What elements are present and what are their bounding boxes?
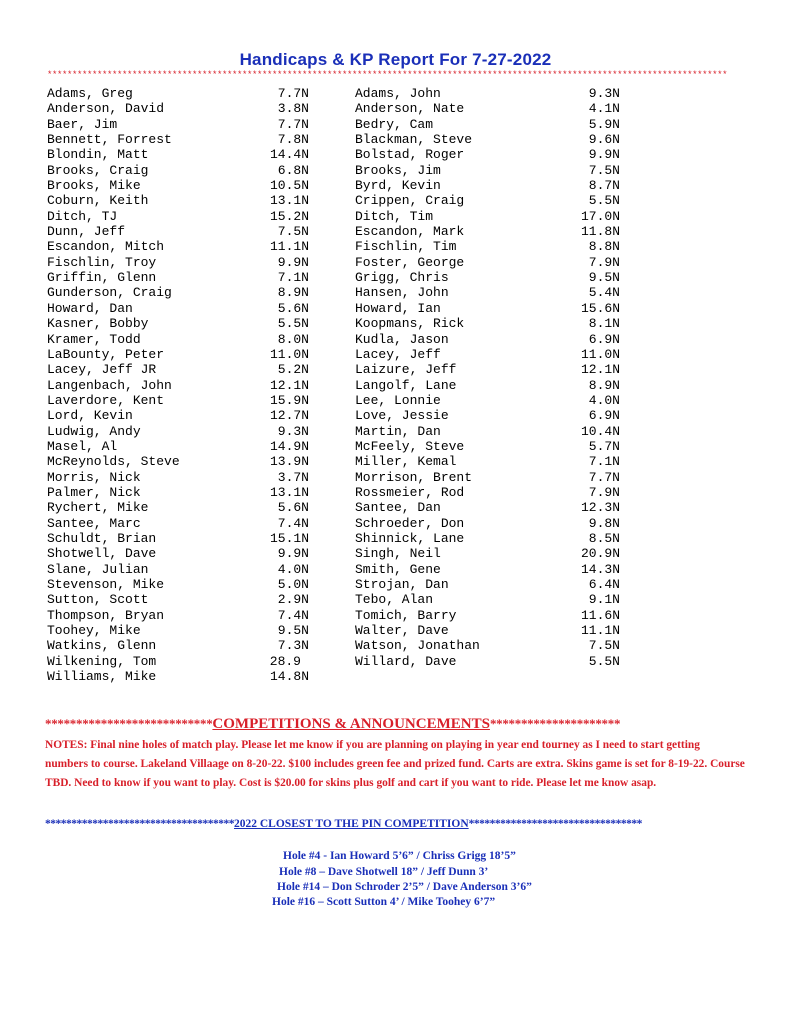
announcements-header — [45, 716, 620, 733]
player-name: Williams, Mike — [47, 669, 157, 685]
player-name: Walter, Dave — [355, 623, 449, 639]
player-name: Koopmans, Rick — [355, 316, 465, 332]
player-handicap: 9.1N — [588, 592, 620, 608]
player-handicap: 12.1N — [269, 377, 309, 393]
player-handicap: 7.5N — [588, 162, 620, 178]
player-handicap: 9.8N — [588, 515, 620, 531]
player-row — [355, 378, 620, 393]
player-handicap: 5.6N — [277, 500, 309, 516]
player-handicap: 7.4N — [277, 515, 309, 531]
player-row — [47, 347, 309, 362]
player-handicap: 8.8N — [588, 239, 620, 255]
player-handicap: 4.0N — [588, 392, 620, 408]
player-row — [47, 147, 309, 162]
player-handicap: 13.1N — [269, 193, 309, 209]
player-row — [355, 362, 620, 377]
ctp-hole-4: Hole #4 - Ian Howard 5’6” / Chriss Grigg 18’5” — [283, 850, 516, 862]
player-row — [47, 623, 309, 638]
player-row — [47, 132, 309, 147]
player-handicap: 15.9N — [269, 392, 309, 408]
player-name: Santee, Marc — [47, 515, 141, 531]
player-row — [47, 454, 309, 469]
player-row — [355, 101, 620, 116]
player-handicap: 17.0N — [580, 208, 620, 224]
player-handicap: 7.7N — [277, 116, 309, 132]
ctp-hole-16: Hole #16 – Scott Sutton 4’ / Mike Toohey 6’7” — [272, 896, 496, 908]
player-name: Crippen, Craig — [355, 193, 465, 209]
player-row — [355, 485, 620, 500]
player-name: Sutton, Scott — [47, 592, 149, 608]
player-row — [47, 301, 309, 316]
player-name: Bedry, Cam — [355, 116, 434, 132]
player-handicap: 3.8N — [277, 101, 309, 117]
player-name: Baer, Jim — [47, 116, 118, 132]
player-row — [47, 239, 309, 254]
player-handicap: 15.1N — [269, 530, 309, 546]
player-row — [355, 163, 620, 178]
player-name: Gunderson, Craig — [47, 285, 172, 301]
player-handicap: 5.6N — [277, 300, 309, 316]
player-row — [47, 285, 309, 300]
player-row — [355, 592, 620, 607]
player-row — [355, 224, 620, 239]
player-name: Brooks, Jim — [355, 162, 441, 178]
player-name: Schroeder, Don — [355, 515, 465, 531]
player-name: Love, Jessie — [355, 408, 449, 424]
player-name: Tebo, Alan — [355, 592, 434, 608]
player-row — [355, 531, 620, 546]
player-handicap: 4.1N — [588, 101, 620, 117]
player-handicap: 9.5N — [588, 270, 620, 286]
player-row — [47, 255, 309, 270]
player-handicap: 8.1N — [588, 316, 620, 332]
player-name: Adams, John — [355, 86, 441, 101]
player-handicap: 7.9N — [588, 484, 620, 500]
player-name: Laverdore, Kent — [47, 392, 165, 408]
player-handicap: 8.7N — [588, 178, 620, 194]
player-name: Masel, Al — [47, 438, 118, 454]
player-handicap: 7.9N — [588, 254, 620, 270]
player-row — [355, 546, 620, 561]
player-handicap: 9.5N — [277, 623, 309, 639]
player-row — [355, 193, 620, 208]
ctp-hole-8: Hole #8 – Dave Shotwell 18” / Jeff Dunn 3’ — [279, 866, 489, 878]
player-handicap: 9.3N — [277, 423, 309, 439]
player-name: Lee, Lonnie — [355, 392, 441, 408]
player-row — [47, 270, 309, 285]
player-row — [355, 408, 620, 423]
player-row — [47, 224, 309, 239]
player-row — [47, 439, 309, 454]
player-handicap: 7.5N — [277, 224, 309, 240]
player-row — [355, 608, 620, 623]
player-name: Rychert, Mike — [47, 500, 149, 516]
player-name: McReynolds, Steve — [47, 454, 180, 470]
player-name: Thompson, Bryan — [47, 607, 165, 623]
player-row — [47, 332, 309, 347]
player-handicap: 8.0N — [277, 331, 309, 347]
player-name: Griffin, Glenn — [47, 270, 157, 286]
player-handicap: 8.5N — [588, 530, 620, 546]
player-row — [355, 500, 620, 515]
player-name: Willard, Dave — [355, 653, 457, 669]
player-name: Palmer, Nick — [47, 484, 141, 500]
player-row — [47, 638, 309, 653]
player-name: Smith, Gene — [355, 561, 441, 577]
player-name: Laizure, Jeff — [355, 362, 457, 378]
player-name: Kasner, Bobby — [47, 316, 149, 332]
player-handicap: 15.2N — [269, 208, 309, 224]
player-handicap: 14.3N — [580, 561, 620, 577]
player-handicap: 4.0N — [277, 561, 309, 577]
player-row — [47, 117, 309, 132]
player-handicap: 9.9N — [588, 147, 620, 163]
player-name: Fischlin, Tim — [355, 239, 457, 255]
player-handicap: 7.8N — [277, 132, 309, 148]
player-row — [355, 270, 620, 285]
player-name: Anderson, David — [47, 101, 165, 117]
player-row — [47, 178, 309, 193]
player-row — [47, 485, 309, 500]
page-title: Handicaps & KP Report For 7-27-2022 — [239, 50, 552, 69]
player-handicap: 5.9N — [588, 116, 620, 132]
player-name: Howard, Ian — [355, 300, 441, 316]
player-row — [355, 562, 620, 577]
player-row — [355, 439, 620, 454]
player-row — [355, 347, 620, 362]
player-handicap: 14.4N — [269, 147, 309, 163]
player-name: Rossmeier, Rod — [355, 484, 465, 500]
player-name: Kudla, Jason — [355, 331, 449, 347]
player-row — [355, 332, 620, 347]
announcements-stars-right: ********************* — [489, 716, 621, 731]
player-handicap: 9.9N — [277, 254, 309, 270]
player-handicap: 11.6N — [580, 607, 620, 623]
player-name: Grigg, Chris — [355, 270, 449, 286]
player-name: Langolf, Lane — [355, 377, 457, 393]
player-name: Morrison, Brent — [355, 469, 473, 485]
player-name: Hansen, John — [355, 285, 449, 301]
player-handicap: 7.3N — [277, 638, 309, 654]
player-name: Ludwig, Andy — [47, 423, 141, 439]
player-row — [47, 101, 309, 116]
player-name: Shotwell, Dave — [47, 546, 157, 562]
player-row — [355, 285, 620, 300]
player-name: Dunn, Jeff — [47, 224, 126, 240]
player-name: Byrd, Kevin — [355, 178, 441, 194]
player-row — [47, 516, 309, 531]
player-handicap: 6.9N — [588, 331, 620, 347]
player-row — [355, 117, 620, 132]
player-handicap: 12.7N — [269, 408, 309, 424]
player-handicap: 9.3N — [588, 86, 620, 101]
player-name: Shinnick, Lane — [355, 530, 465, 546]
player-name: Blondin, Matt — [47, 147, 149, 163]
player-name: Howard, Dan — [47, 300, 133, 316]
player-handicap: 7.7N — [588, 469, 620, 485]
player-handicap: 5.7N — [588, 438, 620, 454]
player-name: Toohey, Mike — [47, 623, 141, 639]
player-row — [47, 362, 309, 377]
player-row — [355, 454, 620, 469]
player-handicap: 3.7N — [277, 469, 309, 485]
player-row — [47, 608, 309, 623]
player-row — [47, 577, 309, 592]
player-name: Fischlin, Troy — [47, 254, 157, 270]
player-name: Wilkening, Tom — [47, 653, 157, 669]
player-row — [355, 516, 620, 531]
player-handicap: 5.5N — [277, 316, 309, 332]
player-handicap: 14.8N — [269, 669, 309, 685]
player-name: Anderson, Nate — [355, 101, 465, 117]
player-handicap: 10.5N — [269, 178, 309, 194]
closest-to-pin-header — [45, 818, 642, 830]
player-handicap: 7.4N — [277, 607, 309, 623]
player-name: Bolstad, Roger — [355, 147, 465, 163]
player-name: Brooks, Mike — [47, 178, 141, 194]
player-row — [47, 592, 309, 607]
handicap-list-right — [355, 86, 620, 669]
player-row — [47, 424, 309, 439]
player-row — [355, 577, 620, 592]
player-handicap: 8.9N — [588, 377, 620, 393]
player-row — [355, 623, 620, 638]
player-name: Stevenson, Mike — [47, 577, 165, 592]
player-handicap: 15.6N — [580, 300, 620, 316]
player-row — [47, 470, 309, 485]
player-name: Lacey, Jeff JR — [47, 362, 157, 378]
player-handicap: 14.9N — [269, 438, 309, 454]
ctp-hole-14: Hole #14 – Don Schroder 2’5” / Dave Anderson 3’6” — [277, 881, 532, 893]
player-handicap: 20.9N — [580, 546, 620, 562]
announcements-stars-left: *************************** — [45, 716, 213, 731]
player-handicap: 12.1N — [580, 362, 620, 378]
announcements-title: COMPETITIONS & ANNOUNCEMENTS — [212, 716, 490, 732]
player-handicap: 5.0N — [277, 577, 309, 592]
player-handicap: 28.9 — [269, 653, 301, 669]
player-row — [47, 500, 309, 515]
player-handicap: 5.4N — [588, 285, 620, 301]
player-name: Martin, Dan — [355, 423, 441, 439]
player-handicap: 12.3N — [580, 500, 620, 516]
player-handicap: 6.8N — [277, 162, 309, 178]
player-handicap: 5.2N — [277, 362, 309, 378]
player-name: Coburn, Keith — [47, 193, 149, 209]
player-row — [47, 669, 309, 684]
player-handicap: 11.1N — [269, 239, 309, 255]
player-row — [355, 239, 620, 254]
player-row — [47, 531, 309, 546]
player-name: Santee, Dan — [355, 500, 441, 516]
player-name: Brooks, Craig — [47, 162, 149, 178]
announcements-notes: NOTES: Final nine holes of match play. Please let me know if you are planning on playing in year end tourney as I need to start getting numbers to course. Lakeland Villaage on 8-20-22. $100 includes green fee and prized fund. Carts are extra. Skins game is set for 8-19-22. Course TBD. Need to know if you want to play. Cost is $20.00 for skins plus golf and cart if you want to ride. Please let me know asap. — [45, 739, 745, 789]
player-row — [47, 316, 309, 331]
player-handicap: 10.4N — [580, 423, 620, 439]
ctp-title: 2022 CLOSEST TO THE PIN COMPETITION — [234, 818, 469, 830]
player-row — [355, 147, 620, 162]
player-name: Escandon, Mark — [355, 224, 465, 240]
player-name: Adams, Greg — [47, 86, 133, 101]
player-handicap: 11.0N — [269, 346, 309, 362]
player-row — [355, 178, 620, 193]
ctp-stars-right: ********************************* — [468, 818, 642, 830]
ctp-stars-left: ************************************ — [45, 818, 234, 830]
player-name: Blackman, Steve — [355, 132, 473, 148]
player-row — [355, 638, 620, 653]
player-row — [355, 393, 620, 408]
player-name: Foster, George — [355, 254, 465, 270]
player-handicap: 7.7N — [277, 86, 309, 101]
player-row — [47, 408, 309, 423]
player-name: Singh, Neil — [355, 546, 441, 562]
player-row — [355, 301, 620, 316]
player-name: Miller, Kemal — [355, 454, 457, 470]
player-name: Watkins, Glenn — [47, 638, 157, 654]
player-name: LaBounty, Peter — [47, 346, 165, 362]
player-handicap: 6.9N — [588, 408, 620, 424]
player-name: Watson, Jonathan — [355, 638, 480, 654]
player-row — [47, 546, 309, 561]
player-handicap: 2.9N — [277, 592, 309, 608]
player-handicap: 11.1N — [580, 623, 620, 639]
player-name: McFeely, Steve — [355, 438, 465, 454]
player-handicap: 7.1N — [277, 270, 309, 286]
player-name: Kramer, Todd — [47, 331, 141, 347]
player-name: Strojan, Dan — [355, 577, 449, 592]
player-row — [47, 163, 309, 178]
player-row — [355, 424, 620, 439]
player-handicap: 7.5N — [588, 638, 620, 654]
player-row — [355, 132, 620, 147]
player-row — [355, 209, 620, 224]
player-handicap: 13.1N — [269, 484, 309, 500]
player-name: Escandon, Mitch — [47, 239, 165, 255]
player-row — [355, 316, 620, 331]
player-row — [47, 86, 309, 101]
player-name: Ditch, TJ — [47, 208, 118, 224]
player-name: Bennett, Forrest — [47, 132, 172, 148]
player-handicap: 8.9N — [277, 285, 309, 301]
player-handicap: 7.1N — [588, 454, 620, 470]
player-row — [355, 86, 620, 101]
player-row — [47, 562, 309, 577]
player-name: Schuldt, Brian — [47, 530, 157, 546]
player-name: Lacey, Jeff — [355, 346, 441, 362]
player-name: Tomich, Barry — [355, 607, 457, 623]
player-handicap: 11.0N — [580, 346, 620, 362]
top-divider: **************************************************************************************************************************************** — [47, 70, 728, 80]
player-row — [47, 393, 309, 408]
player-handicap: 5.5N — [588, 653, 620, 669]
player-name: Morris, Nick — [47, 469, 141, 485]
player-handicap: 9.9N — [277, 546, 309, 562]
player-handicap: 9.6N — [588, 132, 620, 148]
player-handicap: 11.8N — [580, 224, 620, 240]
player-row — [47, 209, 309, 224]
player-handicap: 13.9N — [269, 454, 309, 470]
player-row — [355, 470, 620, 485]
player-row — [355, 255, 620, 270]
handicap-list-left — [47, 86, 309, 684]
player-row — [47, 654, 309, 669]
player-row — [47, 378, 309, 393]
player-name: Langenbach, John — [47, 377, 172, 393]
player-row — [355, 654, 620, 669]
player-name: Ditch, Tim — [355, 208, 434, 224]
player-name: Slane, Julian — [47, 561, 149, 577]
player-handicap: 6.4N — [588, 577, 620, 592]
player-name: Lord, Kevin — [47, 408, 133, 424]
player-handicap: 5.5N — [588, 193, 620, 209]
player-row — [47, 193, 309, 208]
